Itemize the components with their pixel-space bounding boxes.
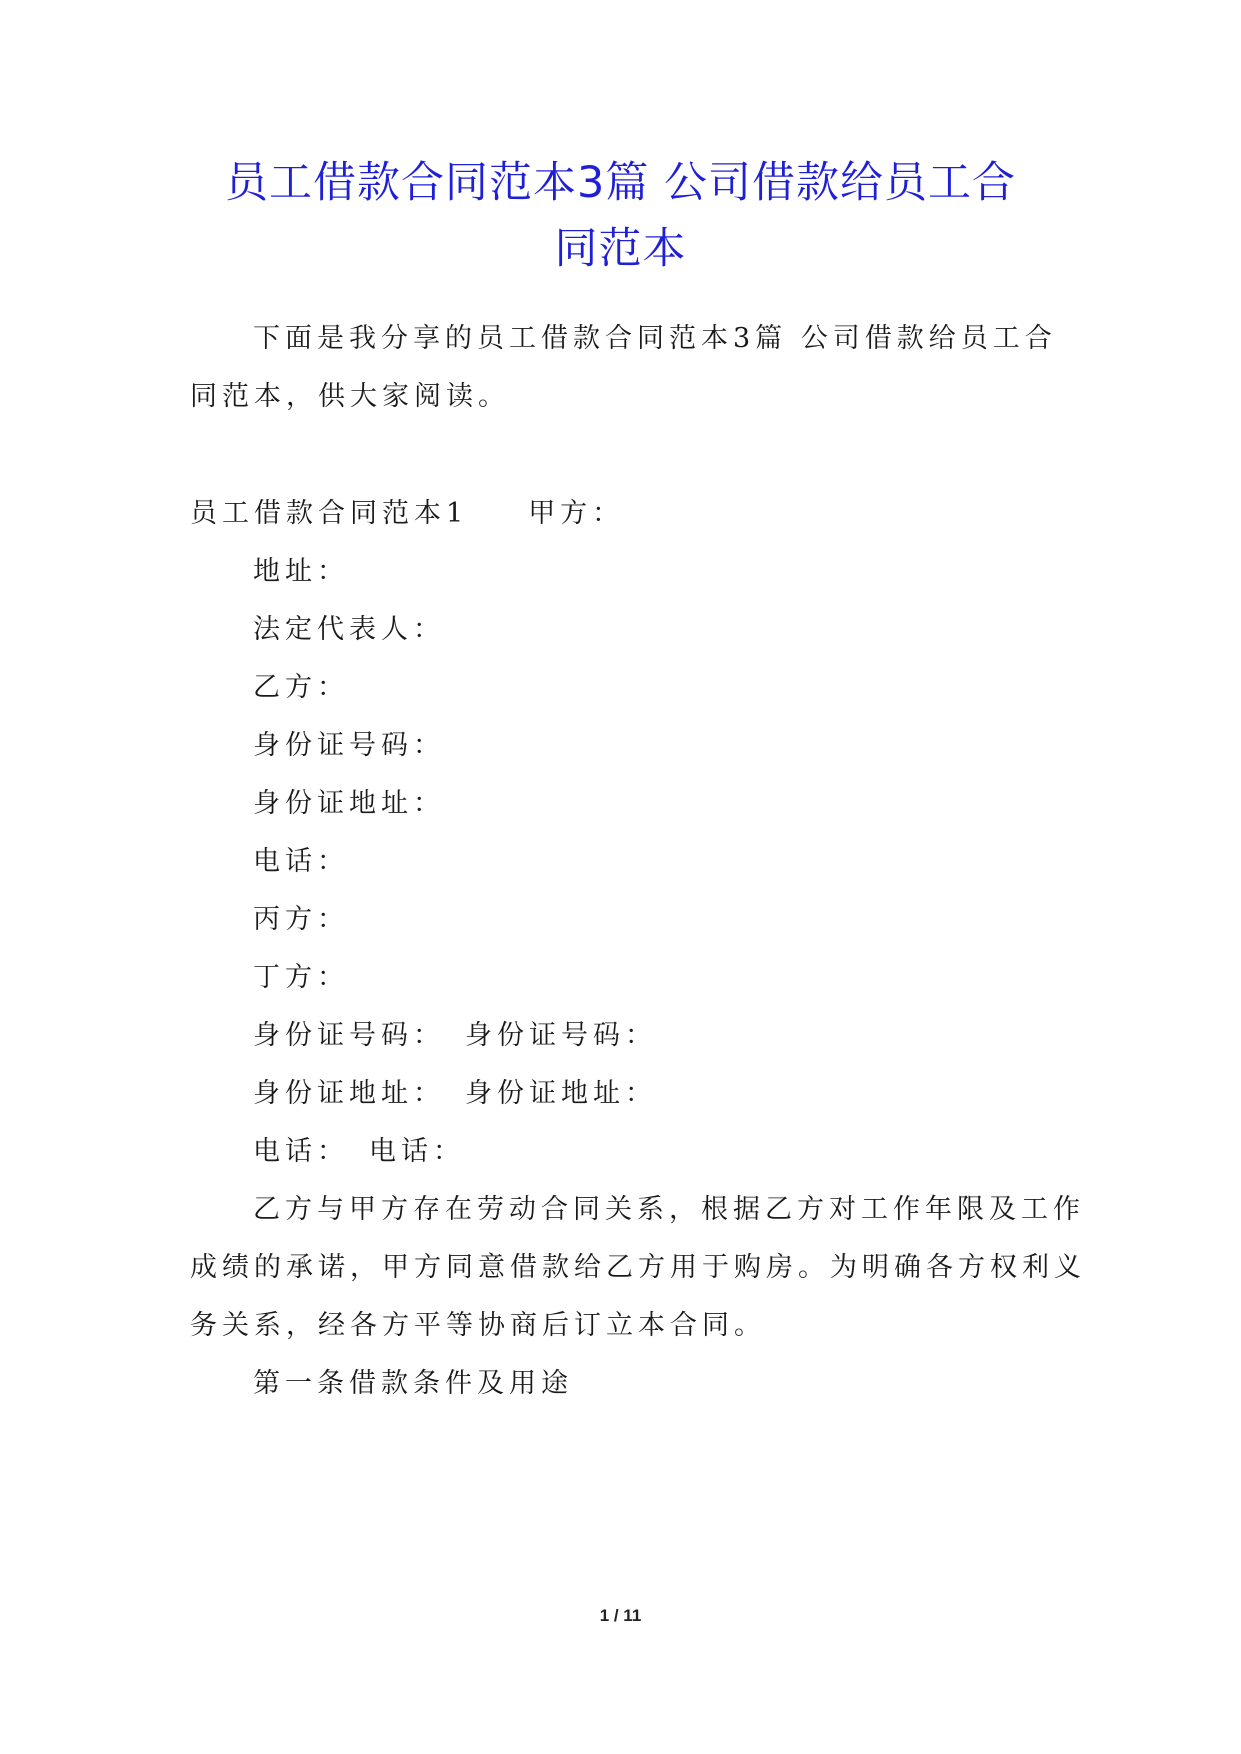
intro-line-1: 下面是我分享的员工借款合同范本3篇 公司借款给员工合 (253, 323, 1057, 354)
body-line-1: 乙方与甲方存在劳动合同关系，根据乙方对工作年限及工作 (253, 1194, 1085, 1225)
id-number-pair-row (253, 1019, 1051, 1053)
id-number-label-c: 身份证号码： (253, 1020, 445, 1051)
intro-line-2: 同范本，供大家阅读。 (190, 381, 510, 412)
party-b-label: 乙方： (253, 672, 349, 703)
id-address-pair-row (253, 1077, 1051, 1111)
id-number-label-d: 身份证号码： (465, 1020, 657, 1051)
legal-rep-label: 法定代表人： (253, 614, 445, 645)
page-indicator: 1 / 11 (599, 1606, 642, 1625)
address-label: 地址： (253, 556, 349, 587)
phone-label-d: 电话： (369, 1136, 465, 1167)
body-line-3: 务关系，经各方平等协商后订立本合同。 (190, 1310, 766, 1341)
id-address-label: 身份证地址： (253, 788, 445, 819)
title-line-2: 同范本 (554, 224, 687, 274)
title-line-1: 员工借款合同范本3篇 公司借款给员工合 (224, 158, 1017, 208)
document-title (190, 150, 1051, 282)
id-address-label-d: 身份证地址： (465, 1078, 657, 1109)
phone-label: 电话： (253, 846, 349, 877)
body-line-2: 成绩的承诺，甲方同意借款给乙方用于购房。为明确各方权利义 (190, 1252, 1086, 1283)
id-address-label-c: 身份证地址： (253, 1078, 445, 1109)
id-number-label: 身份证号码： (253, 730, 445, 761)
party-a-label: 甲方： (528, 498, 625, 529)
phone-label-c: 电话： (253, 1136, 349, 1167)
section-heading-row (190, 497, 1051, 531)
section-heading: 员工借款合同范本1 (190, 498, 469, 529)
party-c-label: 丙方： (253, 904, 349, 935)
article-1-heading: 第一条借款条件及用途 (253, 1368, 573, 1399)
party-d-label: 丁方： (253, 962, 349, 993)
phone-pair-row (253, 1135, 1051, 1169)
